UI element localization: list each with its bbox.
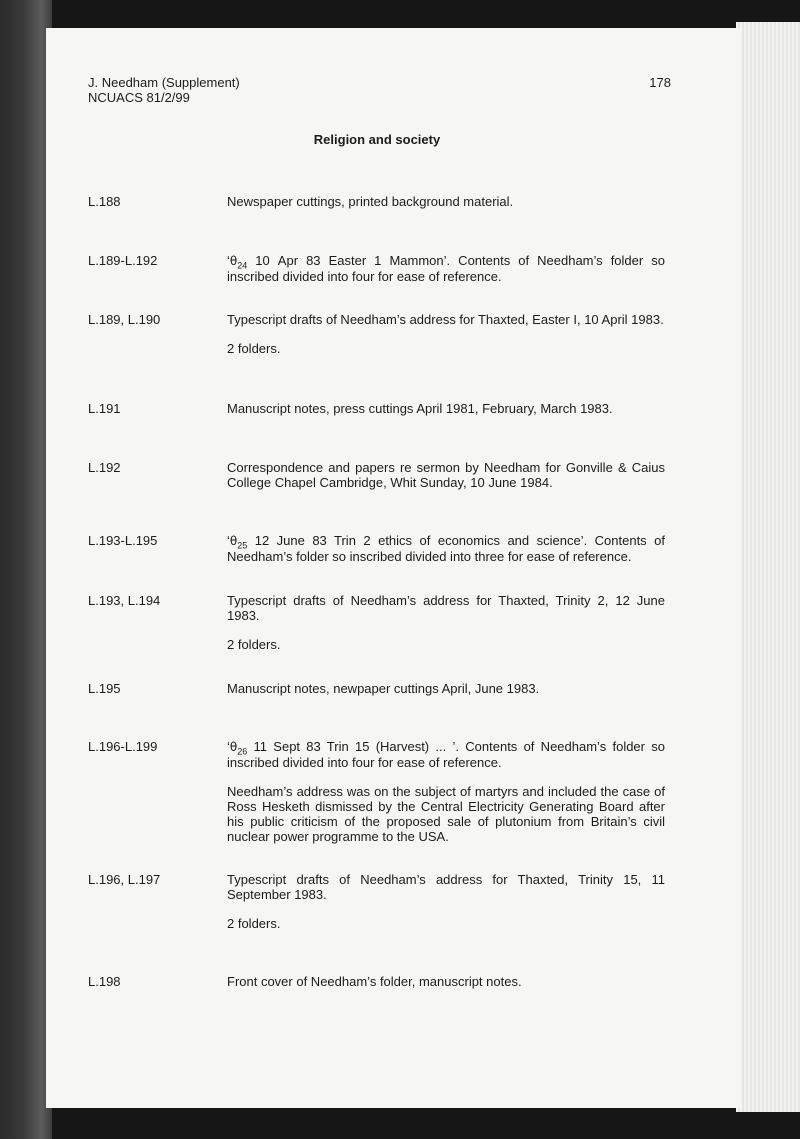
entry-paragraph: 2 folders. — [227, 637, 281, 652]
entry-reference: L.198 — [88, 974, 121, 989]
entry-paragraph: Typescript drafts of Needham’s address for Thaxted, Trinity 2, 12 June 1983. — [227, 593, 665, 623]
theta-subscript: 26 — [237, 746, 248, 757]
header-collection: NCUACS 81/2/99 — [88, 90, 190, 105]
entry-description — [227, 974, 665, 989]
entry-reference: L.188 — [88, 194, 121, 209]
entry-description — [227, 739, 665, 844]
catalogue-page — [46, 28, 741, 1108]
entry-description — [227, 194, 665, 209]
theta-subscript: 25 — [237, 540, 248, 551]
book-spine-shadow — [0, 0, 52, 1139]
entry-description — [227, 872, 665, 931]
entry-description — [227, 681, 665, 696]
entry-reference: L.189, L.190 — [88, 312, 161, 327]
entry-paragraph: Typescript drafts of Needham’s address for Thaxted, Trinity 15, 11 September 1983. — [227, 872, 665, 902]
entry-paragraph-text: 10 Apr 83 Easter 1 Mammon’. Contents of Needham’s folder so inscribed divided into four for ease of reference. — [227, 253, 665, 284]
entry-paragraph: Manuscript notes, newpaper cuttings April, June 1983. — [227, 681, 540, 696]
entry-paragraph: ‘$\theta_{26}$ 11 Sept 83 Trin 15 (Harvest) ... ’. Contents of Needham’s folder so inscribed divided into four for ease of reference. — [227, 739, 665, 770]
entry-paragraph-text: 12 June 83 Trin 2 ethics of economics and science’. Contents of Needham’s folder so inscribed divided into three for ease of reference. — [227, 533, 665, 564]
entry-reference: L.195 — [88, 681, 121, 696]
entry-reference: L.193, L.194 — [88, 593, 161, 608]
section-title: Religion and society — [313, 132, 441, 147]
entry-description — [227, 401, 665, 416]
entry-reference: L.189-L.192 — [88, 253, 158, 268]
entry-paragraph: Needham’s address was on the subject of martyrs and included the case of Ross Hesketh dismissed by the Central Electricity Generating Board after his public criticism of the proposed sale of plutonium from Britain’s civil nuclear power programme to the USA. — [227, 784, 665, 844]
entry-description — [227, 533, 665, 564]
entry-reference: L.196, L.197 — [88, 872, 161, 887]
theta-subscript: 24 — [237, 260, 248, 271]
entry-description — [227, 593, 665, 652]
entry-reference: L.191 — [88, 401, 121, 416]
entry-paragraph: Newspaper cuttings, printed background material. — [227, 194, 514, 209]
entry-paragraph: Typescript drafts of Needham’s address for Thaxted, Easter I, 10 April 1983. — [227, 312, 664, 327]
entry-paragraph: ‘$\theta_{24}$ 10 Apr 83 Easter 1 Mammon’. Contents of Needham’s folder so inscribed divided into four for ease of reference. — [227, 253, 665, 284]
entry-paragraph: ‘$\theta_{25}$ 12 June 83 Trin 2 ethics of economics and science’. Contents of Needham’s folder so inscribed divided into three for ease of reference. — [227, 533, 665, 564]
page-number: 178 — [649, 75, 671, 90]
entry-description — [227, 460, 665, 490]
page-edges — [736, 22, 800, 1112]
entry-paragraph-text: 11 Sept 83 Trin 15 (Harvest) ... ’. Contents of Needham’s folder so inscribed divided into four for ease of reference. — [227, 739, 665, 770]
header-author: J. Needham (Supplement) — [88, 75, 240, 90]
entry-reference: L.193-L.195 — [88, 533, 158, 548]
entry-paragraph: Correspondence and papers re sermon by Needham for Gonville & Caius College Chapel Cambridge, Whit Sunday, 10 June 1984. — [227, 460, 665, 490]
entry-paragraph: 2 folders. — [227, 916, 281, 931]
entry-description — [227, 253, 665, 284]
running-header — [88, 75, 240, 105]
entry-paragraph: Manuscript notes, press cuttings April 1981, February, March 1983. — [227, 401, 613, 416]
entry-reference: L.196-L.199 — [88, 739, 158, 754]
entry-description — [227, 312, 665, 356]
entry-reference: L.192 — [88, 460, 121, 475]
entry-paragraph: 2 folders. — [227, 341, 281, 356]
entry-paragraph: Front cover of Needham’s folder, manuscript notes. — [227, 974, 522, 989]
